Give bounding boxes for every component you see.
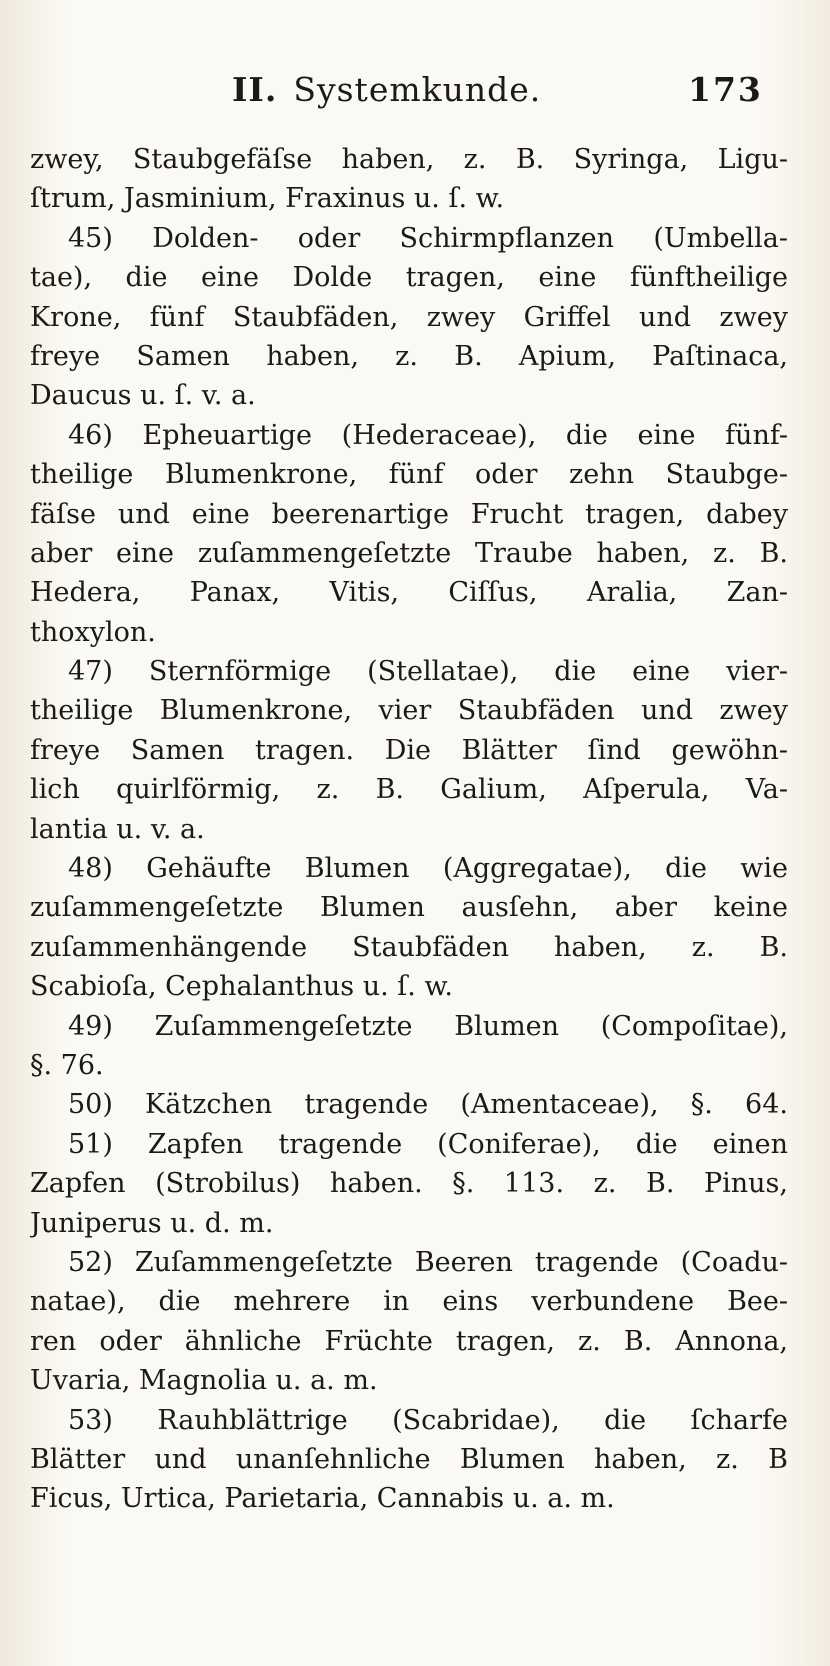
text-line: 45) Dolden- oder Schirmpflanzen (Umbella- <box>68 222 788 254</box>
text-line: 48) Gehäufte Blumen (Aggregatae), die wie <box>68 853 788 885</box>
running-head <box>232 70 541 109</box>
text-line: lich quirlförmig, z. B. Galium, Aſperula, Va- <box>30 774 788 806</box>
text-line: aber eine zuſammengeſetzte Traube haben, z. B. <box>30 537 788 569</box>
text-line: theilige Blumenkrone, fünf oder zehn Staubge- <box>30 459 788 491</box>
text-line: thoxylon. <box>30 616 156 648</box>
text-line: Zapfen (Strobilus) haben. §. 113. z. B. Pinus, <box>30 1168 788 1200</box>
text-line: Blätter und unanſehnliche Blumen haben, z. B <box>30 1443 788 1475</box>
body-text <box>30 140 788 1519</box>
text-line: zuſammenhängende Staubfäden haben, z. B. <box>30 931 788 963</box>
text-line: freye Samen tragen. Die Blätter ſind gewöhn- <box>30 734 788 766</box>
text-line: 46) Epheuartige (Hederaceae), die eine fünf- <box>68 419 788 451</box>
chapter-title: Systemkunde. <box>293 70 542 109</box>
text-line: fäſse und eine beerenartige Frucht tragen, dabey <box>30 498 788 530</box>
text-line: freye Samen haben, z. B. Apium, Paſtinaca, <box>30 340 788 372</box>
chapter-number: II. <box>232 70 278 109</box>
text-line: 52) Zuſammengeſetzte Beeren tragende (Coadu- <box>68 1246 788 1278</box>
text-line: Scabioſa, Cephalanthus u. ſ. w. <box>30 971 453 1003</box>
text-line: natae), die mehrere in eins verbundene Bee- <box>30 1286 788 1318</box>
text-line: 51) Zapfen tragende (Coniferae), die einen <box>68 1128 788 1160</box>
text-line: lantia u. v. a. <box>30 813 205 845</box>
text-line: theilige Blumenkrone, vier Staubfäden und zwey <box>30 695 788 727</box>
text-line: ſtrum, Jasminium, Fraxinus u. ſ. w. <box>30 183 505 215</box>
page-header <box>0 70 830 120</box>
text-line: Krone, fünf Staubfäden, zwey Griffel und zwey <box>30 301 788 333</box>
text-line: 47) Sternförmige (Stellatae), die eine vier- <box>68 656 788 688</box>
text-line: §. 76. <box>30 1049 104 1081</box>
text-line: Ficus, Urtica, Parietaria, Cannabis u. a. m. <box>30 1483 615 1515</box>
text-line: Daucus u. ſ. v. a. <box>30 380 256 412</box>
text-line: 50) Kätzchen tragende (Amentaceae), §. 64. <box>68 1089 788 1121</box>
text-line: Hedera, Panax, Vitis, Ciſſus, Aralia, Zan- <box>30 577 788 609</box>
text-line: Uvaria, Magnolia u. a. m. <box>30 1365 378 1397</box>
text-line: zwey, Staubgefäſse haben, z. B. Syringa, Ligu- <box>30 144 788 175</box>
text-line: Juniperus u. d. m. <box>30 1207 274 1239</box>
text-line: 49) Zuſammengeſetzte Blumen (Compoſitae), <box>68 1010 788 1042</box>
text-line: 53) Rauhblättrige (Scabridae), die ſcharfe <box>68 1404 788 1436</box>
page-number: 173 <box>688 70 763 109</box>
text-line: zuſammengeſetzte Blumen ausſehn, aber keine <box>30 892 788 924</box>
text-line: tae), die eine Dolde tragen, eine fünftheilige <box>30 262 788 294</box>
text-line: ren oder ähnliche Früchte tragen, z. B. Annona, <box>30 1325 788 1357</box>
